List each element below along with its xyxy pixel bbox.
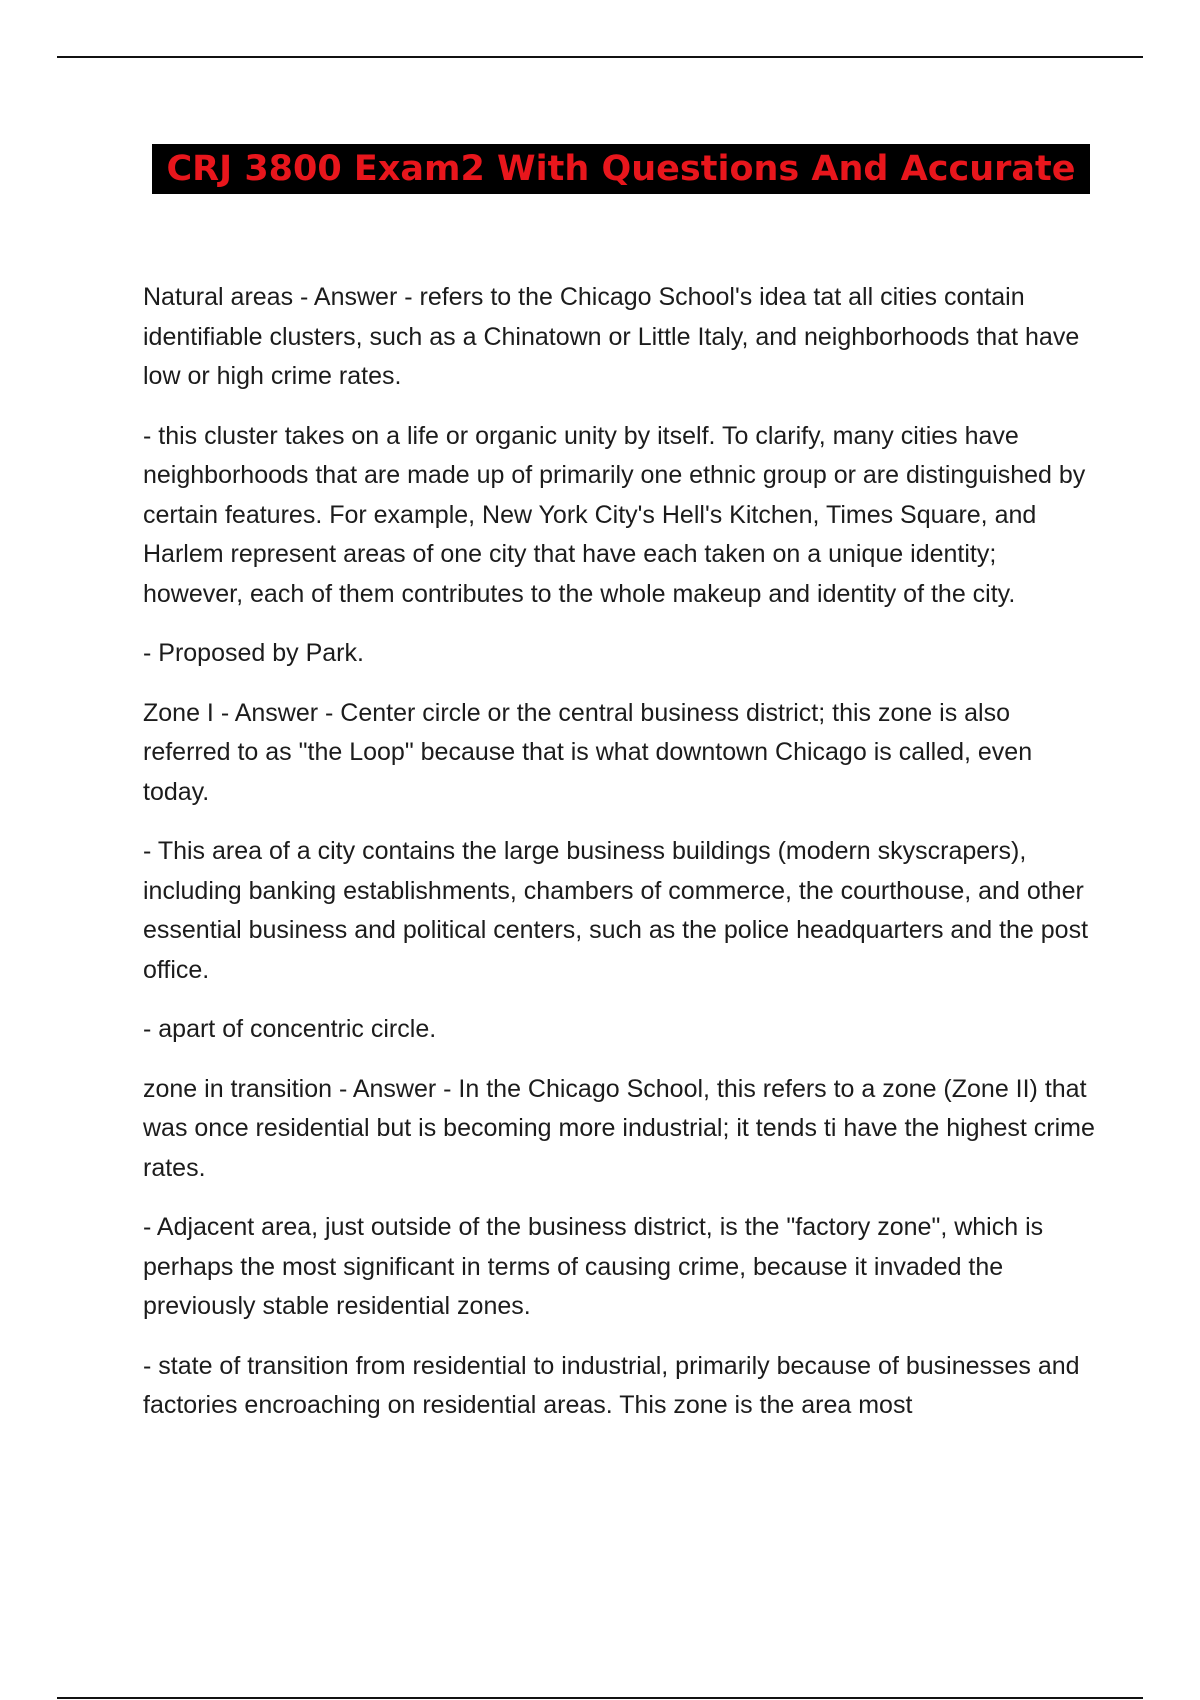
paragraph: - this cluster takes on a life or organic unity by itself. To clarify, many cities have neighborhoods that are made up of primarily one ethnic group or are distinguished by certain features. For example, New York City's Hell's Kitchen, Times Square, and Harlem represent areas of one city that have each taken on a unique identity; however, each of them contributes to the whole makeup and identity of the city. <box>143 421 1086 608</box>
paragraph: - Proposed by Park. <box>143 639 364 667</box>
bottom-rule <box>57 1697 1143 1699</box>
paragraph: zone in transition - Answer - In the Chicago School, this refers to a zone (Zone II) that was once residential but is becoming more industrial; it tends ti have the highest crime rates. <box>143 1074 1095 1182</box>
document-title: CRJ 3800 Exam2 With Questions And Accurate <box>166 149 1076 189</box>
top-rule <box>57 56 1143 58</box>
paragraph: - Adjacent area, just outside of the business district, is the "factory zone", which is perhaps the most significant in terms of causing crime, because it invaded the previously stable residential zones. <box>143 1213 1044 1320</box>
paragraph: Natural areas - Answer - refers to the Chicago School's idea tat all cities contain identifiable clusters, such as a Chinatown or Little Italy, and neighborhoods that have low or high crime rates. <box>143 283 1080 390</box>
title-banner <box>152 144 1090 194</box>
paragraph: - This area of a city contains the large business buildings (modern skyscrapers), including banking establishments, chambers of commerce, the courthouse, and other essential business and political centers, such as the police headquarters and the post office. <box>143 837 1089 984</box>
paragraph: - apart of concentric circle. <box>143 1015 437 1043</box>
paragraph: Zone I - Answer - Center circle or the central business district; this zone is also referred to as "the Loop" because that is what downtown Chicago is called, even today. <box>143 698 1033 806</box>
document-body <box>143 278 1098 1446</box>
paragraph: - state of transition from residential to industrial, primarily because of businesses and factories encroaching on residential areas. This zone is the area most <box>143 1351 1080 1419</box>
